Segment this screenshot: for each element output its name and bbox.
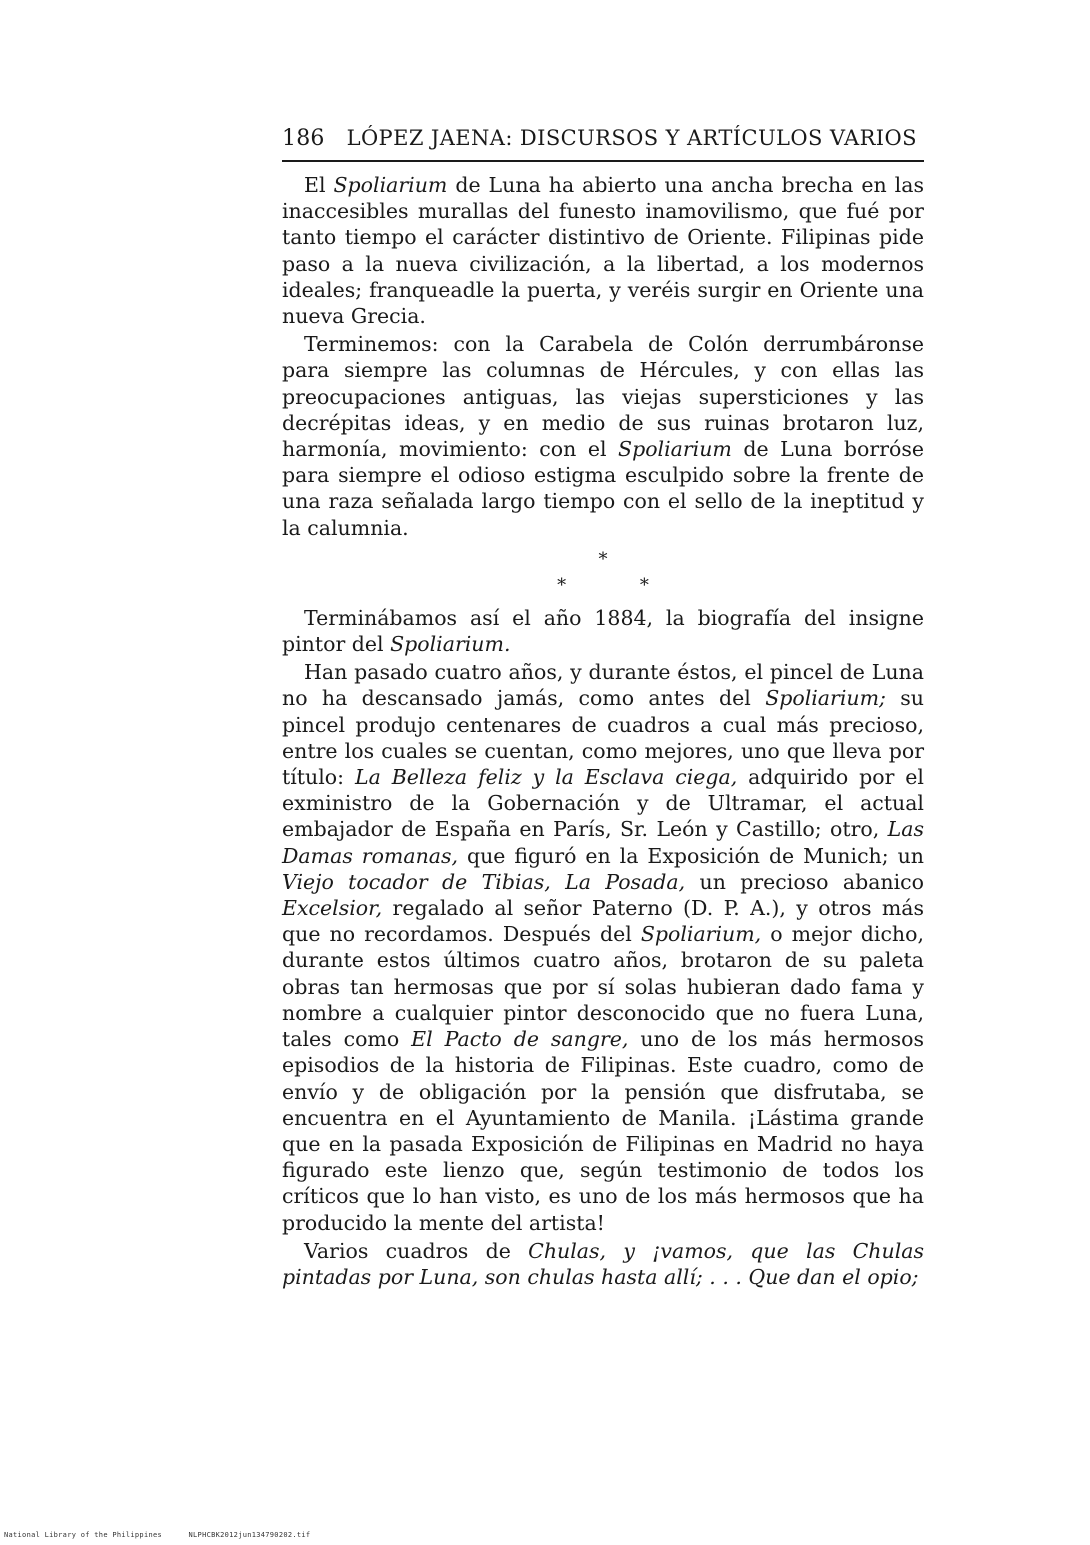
text-run: o mejor dicho, durante estos últimos cuatro años, brotaron de su paleta obras tan hermosas que por sí solas hubieran dado fama y nombre a cualquier pintor desconocido que no fuera Luna, tales como <box>282 922 924 1052</box>
text-run: Terminemos: con la Carabela de Colón derrumbáronse para siempre las columnas de Hércules, y con ellas las preocupaciones antiguas, las viejas supersticiones y las decrépitas ideas, y en medio de sus ruinas brotaron luz, harmonía, movimiento: con el <box>282 332 924 462</box>
paragraph-5 <box>282 1238 924 1290</box>
running-title: LÓPEZ JAENA: DISCURSOS Y ARTÍCULOS VARIOS <box>346 126 917 150</box>
scan-footer <box>4 1531 310 1539</box>
text-run: Terminábamos así el año 1884, la biografía del insigne pintor del <box>282 605 924 657</box>
text-run: regalado al señor Paterno (D. P. A.), y otros más que no recordamos. Después del <box>282 896 924 947</box>
paragraph-3 <box>282 605 924 657</box>
text-run: El <box>304 173 334 197</box>
text-run: uno de los más hermosos episodios de la historia de Filipinas. Este cuadro, como de envío y de obligación por la pensión que disfrutaba, se encuentra en el Ayuntamiento de Manila. ¡Lástima grande que en la pasada Exposición de Filipinas en Madrid no haya figurado este lienzo que, según testimonio de todos los críticos que lo han visto, es uno de los más hermosos que ha producido la mente del artista! <box>282 1027 925 1235</box>
italic-run: Spoliarium <box>618 437 732 462</box>
italic-run: La Belleza feliz y la Esclava ciega, <box>354 765 738 790</box>
asterisk-row-top: * <box>598 548 608 570</box>
italic-run: Chulas, y ¡vamos, que las Chulas pintadas por Luna, son chulas hasta allí; . . . Que dan el opio; <box>282 1238 925 1289</box>
paragraph-2 <box>282 331 924 541</box>
footer-file-name: NLPHCBK2012jun134790202.tif <box>188 1531 311 1539</box>
italic-run: Las Damas romanas, <box>282 817 924 868</box>
italic-run: Excelsior, <box>282 896 383 921</box>
running-head <box>282 126 924 162</box>
text-run: de Luna ha abierto una ancha brecha en las inaccesibles murallas del funesto inamovilismo, que fué por tanto tiempo el carácter distintivo de Oriente. Filipinas pide paso a la nueva civilización, a la libertad, a los modernos ideales; franqueadle la puerta, y veréis surgir en Oriente una nueva Grecia. <box>282 173 924 329</box>
paragraph-1 <box>282 172 924 329</box>
page-number: 186 <box>282 126 325 151</box>
text-run: de Luna borróse para siempre el odioso estigma esculpido sobre la frente de una raza señalada largo tiempo con el sello de la ineptitud y la calumnia. <box>282 437 924 540</box>
paragraph-4 <box>282 659 924 1235</box>
text-run: adquirido por el exministro de la Gobernación y de Ultramar, el actual embajador de España en París, Sr. León y Castillo; otro, <box>282 765 924 842</box>
text-run: Han pasado cuatro años, y durante éstos, el pincel de Luna no ha descansado jamás, como antes del <box>282 660 924 711</box>
italic-run: Viejo tocador de Tibias, La Posada, <box>282 869 686 894</box>
footer-library-name: National Library of the Philippines <box>4 1531 163 1539</box>
italic-run: Spoliarium, <box>640 922 762 947</box>
text-run: Varios cuadros de <box>304 1238 529 1263</box>
italic-run: El Pacto de sangre, <box>411 1027 629 1052</box>
text-run: un precioso abanico <box>685 869 924 894</box>
text-run: que figuró en la Exposición de Munich; un <box>458 843 924 868</box>
italic-run: Spoliarium <box>333 173 448 197</box>
body-text <box>282 172 924 1290</box>
text-run: su pincel produjo centenares de cuadros a cual más precioso, entre los cuales se cuentan, como mejores, uno que lleva por título: <box>282 686 924 790</box>
asterisk-row-bottom: * * <box>557 574 683 596</box>
italic-run: Spoliarium. <box>390 632 511 657</box>
section-break-asterisks <box>282 547 924 599</box>
book-page <box>282 126 924 1290</box>
italic-run: Spoliarium; <box>765 686 886 711</box>
